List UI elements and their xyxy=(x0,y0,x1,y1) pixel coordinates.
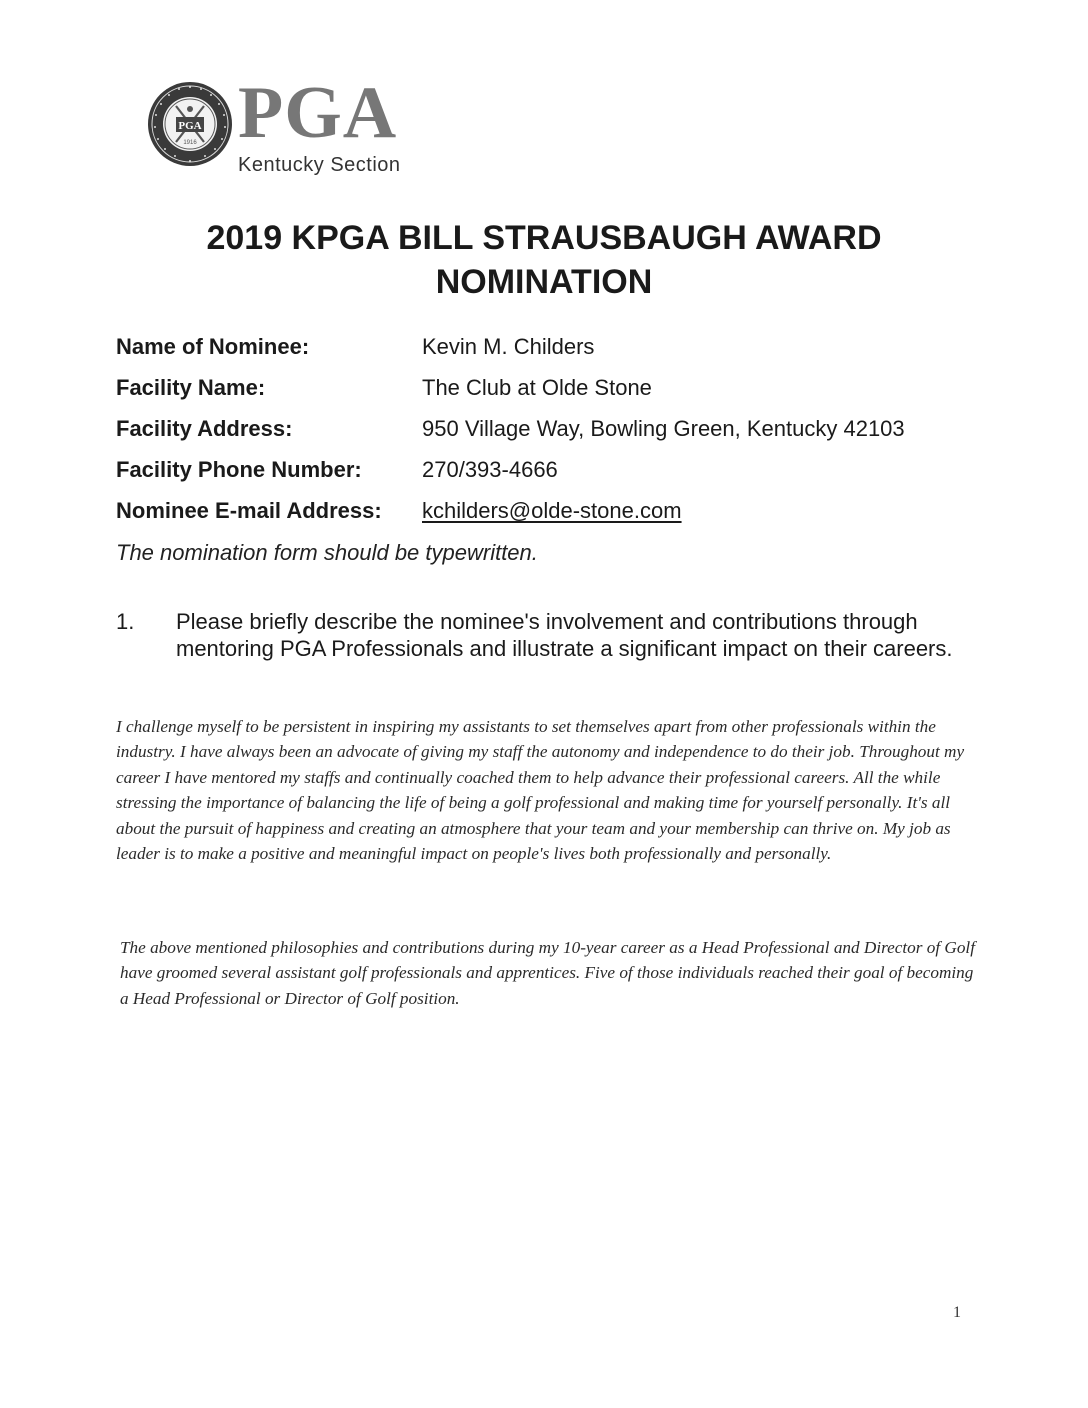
answer-paragraph-1: I challenge myself to be persistent in inspiring my assistants to set themselves apart from other professionals within the industry. I have always been an advocate of giving my staff the autonomy and independence to do their job. Throughout my career I have mentored my staffs and continually coached them to help advance their professional careers. All the while stressing the importance of balancing the life of being a golf professional and making time for yourself personally. It's all about the pursuit of happiness and creating an atmosphere that your team and your membership can thrive on. My job as leader is to make a positive and meaningful impact on people's lives both professionally and personally. xyxy=(116,717,965,864)
section-name: Kentucky Section xyxy=(238,154,401,176)
svg-text:PGA: PGA xyxy=(178,120,202,132)
field-label: Facility Address: xyxy=(116,416,293,441)
pga-kentucky-logo xyxy=(146,72,446,180)
page-number: 1 xyxy=(953,1304,961,1321)
field-label: Name of Nominee: xyxy=(116,334,310,359)
facility-address-value: 950 Village Way, Bowling Green, Kentucky 42103 xyxy=(422,416,905,441)
nominee-email-link[interactable]: kchilders@olde-stone.com xyxy=(422,498,682,523)
nominee-name-value: Kevin M. Childers xyxy=(422,334,595,359)
title-line-2: NOMINATION xyxy=(435,263,653,301)
facility-name-value: The Club at Olde Stone xyxy=(422,375,652,400)
field-label: Facility Phone Number: xyxy=(116,457,362,482)
facility-phone-value: 270/393-4666 xyxy=(422,457,558,482)
answer-paragraph-2: The above mentioned philosophies and contributions during my 10-year career as a Head Professional and Director of Golf have groomed several assistant golf professionals and apprentices. Five of those individuals reached their goal of becoming a Head Professional or Director of Golf position. xyxy=(120,938,975,1008)
field-label: Nominee E-mail Address: xyxy=(116,498,382,523)
document-title xyxy=(0,216,1088,304)
question-number: 1. xyxy=(116,609,135,634)
pga-wordmark: PGA xyxy=(238,72,398,154)
pga-seal-icon xyxy=(146,80,234,168)
question-text: Please briefly describe the nominee's involvement and contributions through mentoring PGA Professionals and illustrate a significant impact on their careers. xyxy=(176,609,953,661)
field-label: Facility Name: xyxy=(116,375,266,400)
svg-text:1916: 1916 xyxy=(183,140,197,146)
title-line-1: 2019 KPGA BILL STRAUSBAUGH AWARD xyxy=(206,219,882,257)
form-instruction-note: The nomination form should be typewritten. xyxy=(116,540,538,565)
